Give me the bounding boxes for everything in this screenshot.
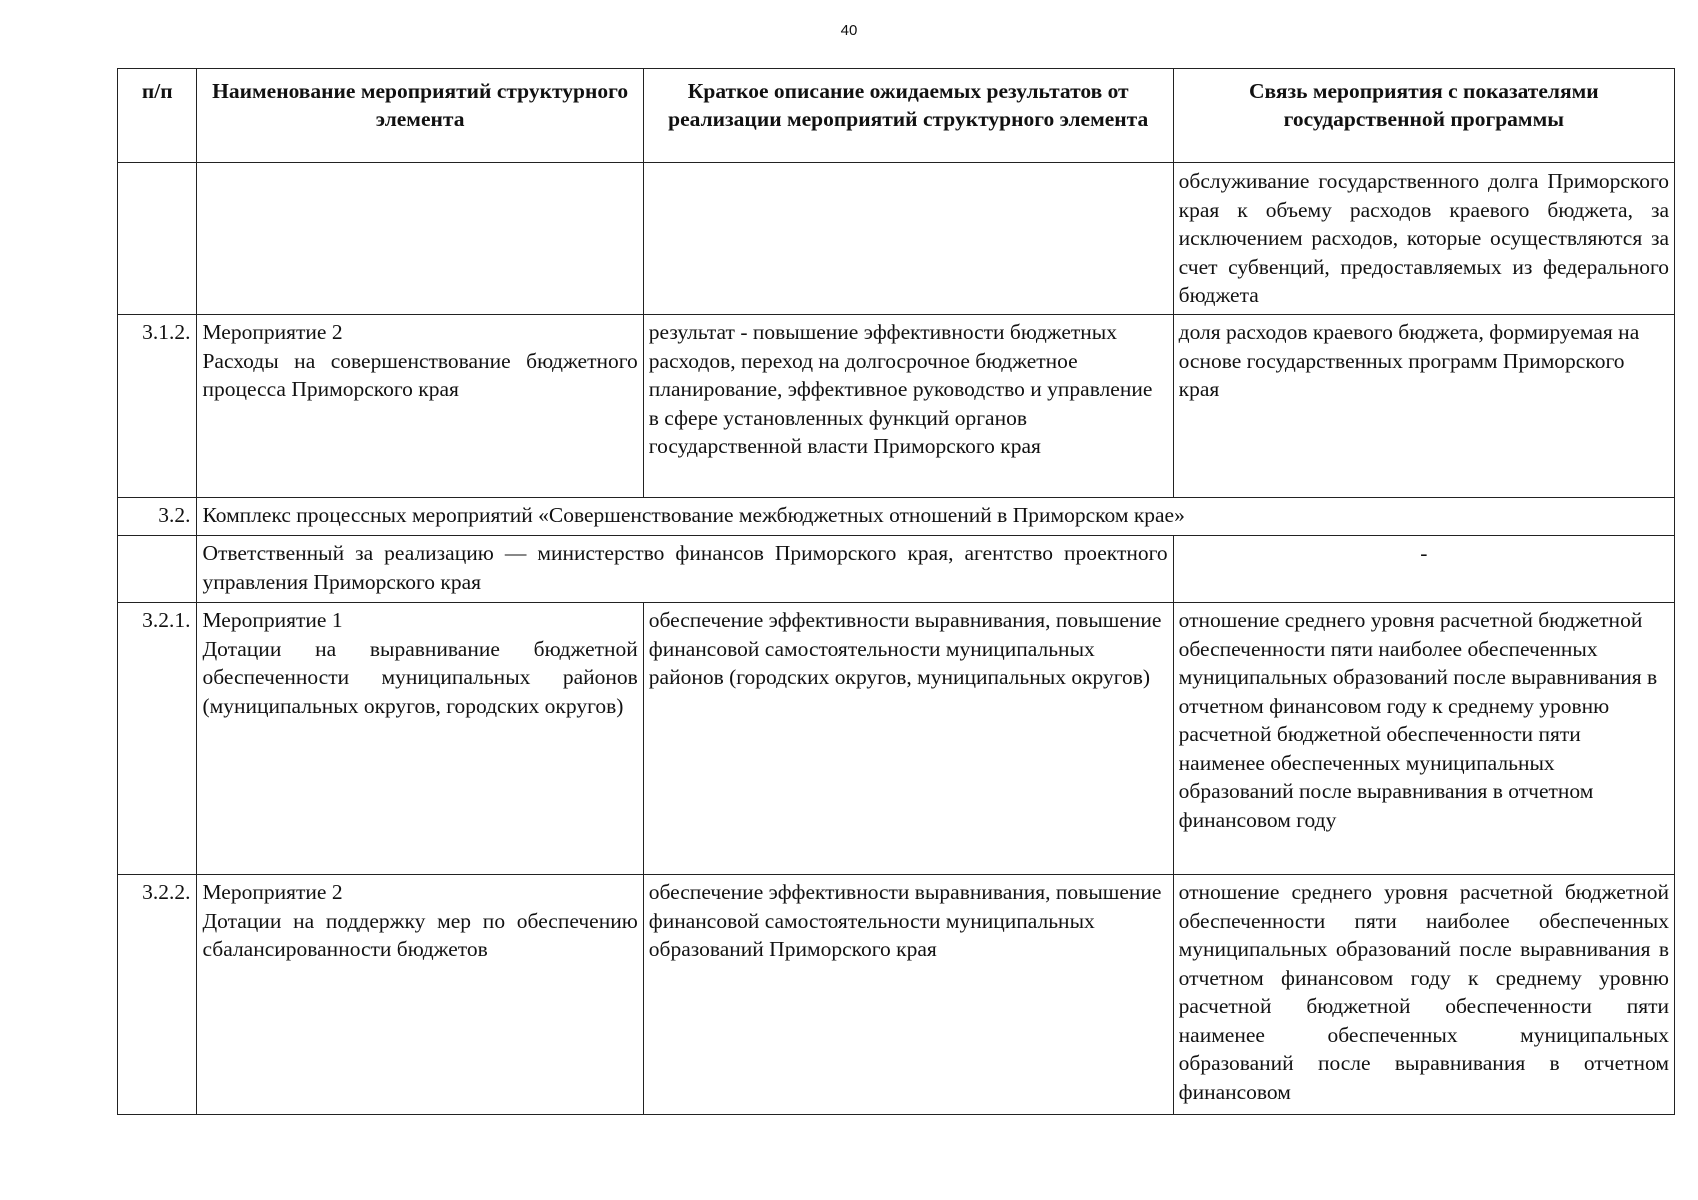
row-link: отношение среднего уровня расчетной бюджетной обеспеченности пяти наиболее обеспеченных муниципальных образований после выравнивания в отчетном финансовом году к среднему уровню расчетной бюджетной обеспеченности пяти наименее обеспеченных муниципальных образований после выравнивания в отчетном финансовом году [1173,603,1674,875]
row-name [197,315,643,498]
responsible-text: Ответственный за реализацию — министерство финансов Приморского края, агентство проектного управления Приморского края [197,536,1173,603]
measure-text: Расходы на совершенствование бюджетного процесса Приморского края [202,348,638,401]
header-num: п/п [118,69,197,163]
row-name [197,875,643,1115]
row-link: доля расходов краевого бюджета, формируемая на основе государственных программ Приморского края [1173,315,1674,498]
table-row [118,875,1675,1115]
row-num: 3.2.2. [118,875,197,1115]
row-num [118,536,197,603]
row-desc: результат - повышение эффективности бюджетных расходов, переход на долгосрочное бюджетное планирование, эффективное руководство и управление в сфере установленных функций органов государственной власти Приморского края [643,315,1173,498]
row-link: отношение среднего уровня расчетной бюджетной обеспеченности пяти наиболее обеспеченных муниципальных образований после выравнивания в отчетном финансовом году к среднему уровню расчетной бюджетной обеспеченности пяти наименее обеспеченных муниципальных образований после выравнивания в отчетном финансовом [1173,875,1674,1115]
header-name: Наименование мероприятий структурного элемента [197,69,643,163]
row-desc: обеспечение эффективности выравнивания, повышение финансовой самостоятельности муниципальных образований Приморского края [643,875,1173,1115]
table-row [118,536,1675,603]
measures-table [117,68,1675,1115]
table-row [118,163,1675,315]
table-row [118,603,1675,875]
row-name [197,163,643,315]
row-num: 3.2.1. [118,603,197,875]
header-link: Связь мероприятия с показателями государственной программы [1173,69,1674,163]
table-row [118,315,1675,498]
row-num [118,163,197,315]
row-name [197,603,643,875]
complex-title: Комплекс процессных мероприятий «Совершенствование межбюджетных отношений в Приморском крае» [197,498,1675,536]
row-link: - [1173,536,1674,603]
table-row [118,498,1675,536]
page-number: 40 [840,22,858,39]
measure-text: Дотации на поддержку мер по обеспечению сбалансированности бюджетов [202,908,638,961]
header-desc: Краткое описание ожидаемых результатов от реализации мероприятий структурного элемента [643,69,1173,163]
row-num: 3.2. [118,498,197,536]
row-desc: обеспечение эффективности выравнивания, повышение финансовой самостоятельности муниципальных районов (городских округов, муниципальных округов) [643,603,1173,875]
measure-title: Мероприятие 2 [202,880,343,904]
row-desc [643,163,1173,315]
measure-title: Мероприятие 2 [202,320,343,344]
table-header-row [118,69,1675,163]
row-num: 3.1.2. [118,315,197,498]
measure-title: Мероприятие 1 [202,608,343,632]
row-link: обслуживание государственного долга Приморского края к объему расходов краевого бюджета, за исключением расходов, которые осуществляются за счет субвенций, предоставляемых из федерального бюджета [1173,163,1674,315]
measure-text: Дотации на выравнивание бюджетной обеспеченности муниципальных районов (муниципальных округов, городских округов) [202,636,638,718]
